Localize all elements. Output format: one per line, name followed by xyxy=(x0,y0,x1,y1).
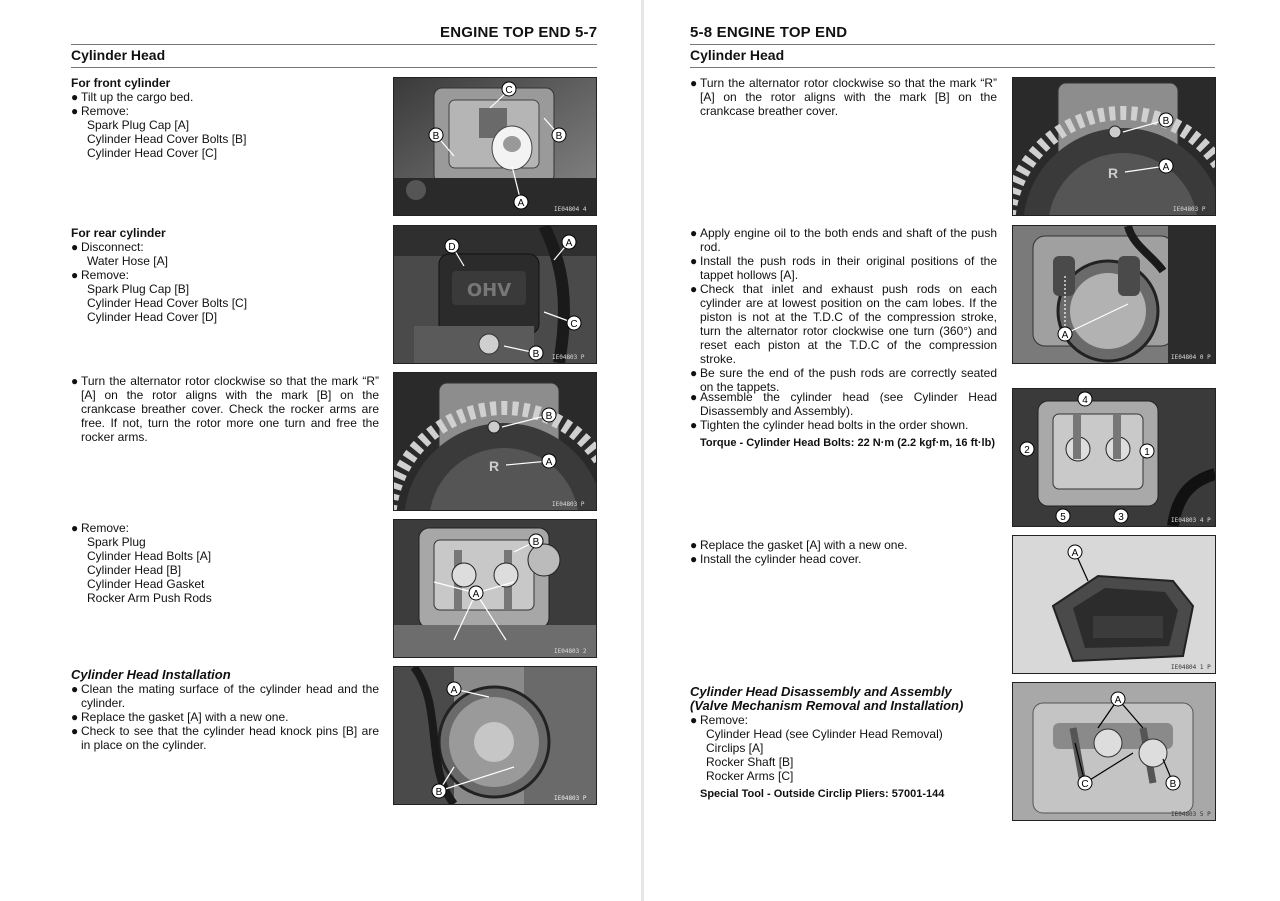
list-item: Spark Plug xyxy=(87,535,146,549)
photo-rocker-arms xyxy=(1012,682,1216,821)
callout-a: A xyxy=(1071,548,1079,559)
svg-text:R: R xyxy=(1107,165,1119,181)
installation-block xyxy=(71,668,379,752)
bullet: ● Replace the gasket [A] with a new one. xyxy=(690,538,908,552)
photo-rear-cylinder xyxy=(393,225,597,364)
callout-2: 2 xyxy=(1024,445,1030,456)
callout-b: B xyxy=(555,131,563,142)
remove-head-block xyxy=(71,521,381,605)
bullet: ● Turn the alternator rotor clockwise so that the mark “R” [A] on the rotor aligns with the mark [B] on the crankcase breather cover. Check the rocker arms are free. If not, turn the rotor more one turn and free the rocker arms. xyxy=(71,374,379,444)
section-title: Cylinder Head xyxy=(71,47,166,63)
assemble-block xyxy=(690,390,997,450)
callout-a: A xyxy=(545,457,553,468)
callout-b: B xyxy=(435,787,443,798)
list-item: Cylinder Head Cover [C] xyxy=(87,146,218,160)
callout-b: B xyxy=(1169,779,1177,790)
page-header: 5-8 ENGINE TOP END xyxy=(690,24,848,41)
page-header: ENGINE TOP END 5-7 xyxy=(440,24,598,41)
photo-code: IE04803 5 P xyxy=(1171,811,1211,818)
bullet: ● Apply engine oil to the both ends and shaft of the push rod. xyxy=(690,226,997,254)
gasket-block xyxy=(690,538,997,566)
svg-text:R: R xyxy=(488,458,500,474)
photo-code: IE04804 4 xyxy=(554,206,587,213)
callout-b: B xyxy=(1162,116,1170,127)
front-cylinder-title: For front cylinder xyxy=(71,76,171,90)
special-tool-spec: Special Tool - Outside Circlip Pliers: 57001-144 xyxy=(700,788,945,800)
bullet: ● Turn the alternator rotor clockwise so that the mark “R” [A] on the rotor aligns with the mark [B] on the crankcase breather cover. xyxy=(690,76,997,118)
bullet: ● Assemble the cylinder head (see Cylinder Head Disassembly and Assembly). xyxy=(690,390,997,418)
list-item: Cylinder Head Gasket xyxy=(87,577,205,591)
list-item: Rocker Shaft [B] xyxy=(706,755,794,769)
section-title: Cylinder Head xyxy=(690,47,785,63)
photo-cylinder-head xyxy=(393,519,597,658)
callout-a: A xyxy=(1162,162,1170,173)
callout-a: A xyxy=(450,685,458,696)
bullet: ● Check to see that the cylinder head knock pins [B] are in place on the cylinder. xyxy=(71,724,379,752)
callout-a: A xyxy=(1061,330,1069,341)
callout-b: B xyxy=(532,537,540,548)
bullet: ● Install the push rods in their original positions of the tappet hollows [A]. xyxy=(690,254,997,282)
callout-4: 4 xyxy=(1082,395,1088,406)
bullet: ● Disconnect: xyxy=(71,240,144,254)
list-item: Water Hose [A] xyxy=(87,254,168,268)
photo-bolt-order xyxy=(1012,388,1216,527)
torque-spec: Torque - Cylinder Head Bolts: 22 N·m (2.2 kgf·m, 16 ft·lb) xyxy=(700,437,995,449)
turn-rotor-block xyxy=(71,374,379,444)
bullet: ● Replace the gasket [A] with a new one. xyxy=(71,710,289,724)
pushrods-block xyxy=(690,226,997,394)
callout-b: B xyxy=(532,349,540,360)
photo-front-cylinder xyxy=(393,77,597,216)
header-rule xyxy=(71,44,597,45)
list-item: Rocker Arms [C] xyxy=(706,769,794,783)
list-item: Rocker Arm Push Rods xyxy=(87,591,212,605)
turn-rotor-block xyxy=(690,76,997,118)
list-item: Cylinder Head Bolts [A] xyxy=(87,549,212,563)
photo-code: IE04803 P xyxy=(554,795,587,802)
callout-c: C xyxy=(570,319,578,330)
list-item: Cylinder Head [B] xyxy=(87,563,182,577)
page-5-8 xyxy=(644,0,1280,901)
bullet: ● Remove: xyxy=(71,104,130,118)
bullet: ● Tilt up the cargo bed. xyxy=(71,90,194,104)
callout-5: 5 xyxy=(1060,512,1066,523)
bullet: ● Remove: xyxy=(71,521,130,535)
photo-rotor-left xyxy=(393,372,597,511)
bullet: ● Remove: xyxy=(71,268,130,282)
photo-code: IE04803 P xyxy=(552,501,585,508)
bullet: ● Clean the mating surface of the cylinder head and the cylinder. xyxy=(71,682,379,710)
bullet: ● Tighten the cylinder head bolts in the order shown. xyxy=(690,418,969,432)
bullet: ● Remove: xyxy=(690,713,749,727)
bullet: ● Check that inlet and exhaust push rods on each cylinder are at lowest position on the cam lobes. If the piston is not at the T.D.C of the compression stroke, turn the alternator rotor clockwise one turn (360°) and reset each piston at the T.D.C of the compression stroke. xyxy=(690,282,997,366)
callout-d: D xyxy=(448,242,456,253)
list-item: Cylinder Head Cover Bolts [C] xyxy=(87,296,248,310)
disassembly-subtitle: (Valve Mechanism Removal and Installation) xyxy=(690,698,964,713)
photo-code: IE04804 1 P xyxy=(1171,664,1211,671)
bullet: ● Be sure the end of the push rods are correctly seated on the tappets. xyxy=(690,366,997,394)
list-item: Cylinder Head Cover [D] xyxy=(87,310,218,324)
callout-c: C xyxy=(1081,779,1089,790)
callout-3: 3 xyxy=(1118,512,1124,523)
svg-text:OHV: OHV xyxy=(466,280,512,301)
front-cylinder-block xyxy=(71,76,381,160)
photo-code: IE04803 P xyxy=(552,354,585,361)
callout-b: B xyxy=(545,411,553,422)
list-item: Cylinder Head (see Cylinder Head Removal) xyxy=(706,727,943,741)
callout-a: A xyxy=(517,198,525,209)
callout-a: A xyxy=(565,238,573,249)
photo-code: IE04803 4 P xyxy=(1171,517,1211,524)
list-item: Spark Plug Cap [A] xyxy=(87,118,190,132)
photo-rotor-right xyxy=(1012,77,1216,216)
callout-b: B xyxy=(432,131,440,142)
callout-a: A xyxy=(472,589,480,600)
photo-head-cover xyxy=(1012,535,1216,674)
callout-c: C xyxy=(505,85,513,96)
callout-a: A xyxy=(1114,695,1122,706)
section-rule xyxy=(690,67,1215,68)
bullet: ● Install the cylinder head cover. xyxy=(690,552,862,566)
photo-gasket-install xyxy=(393,666,597,805)
rear-cylinder-title: For rear cylinder xyxy=(71,226,166,240)
photo-pushrods xyxy=(1012,225,1216,364)
header-rule xyxy=(690,44,1215,45)
disassembly-block xyxy=(690,685,997,801)
list-item: Circlips [A] xyxy=(706,741,764,755)
photo-code: IE04803 P xyxy=(1173,206,1206,213)
list-item: Cylinder Head Cover Bolts [B] xyxy=(87,132,247,146)
section-rule xyxy=(71,67,597,68)
rear-cylinder-block xyxy=(71,226,381,324)
photo-code: IE04803 2 xyxy=(554,648,587,655)
photo-code: IE04804 0 P xyxy=(1171,354,1211,361)
list-item: Spark Plug Cap [B] xyxy=(87,282,190,296)
installation-title: Cylinder Head Installation xyxy=(71,667,231,682)
callout-1: 1 xyxy=(1144,447,1150,458)
disassembly-title: Cylinder Head Disassembly and Assembly xyxy=(690,684,952,699)
